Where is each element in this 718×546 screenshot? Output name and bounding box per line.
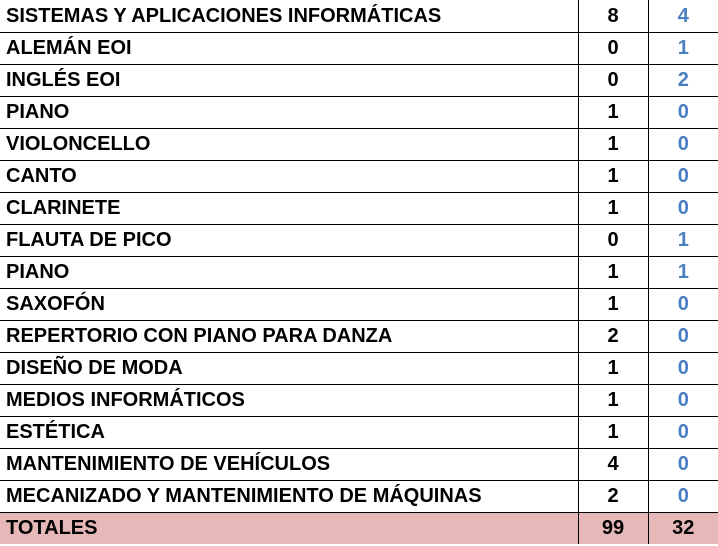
table-row	[0, 320, 718, 352]
row-value-b-cell: 0	[648, 448, 718, 480]
row-value-b-cell: 1	[648, 256, 718, 288]
row-value-a-cell: 1	[578, 160, 648, 192]
table-row	[0, 416, 718, 448]
table-row	[0, 32, 718, 64]
row-name-cell: DISEÑO DE MODA	[0, 352, 578, 384]
row-name-cell: MEDIOS INFORMÁTICOS	[0, 384, 578, 416]
row-value-a-cell: 1	[578, 352, 648, 384]
table-row	[0, 160, 718, 192]
row-name-cell: PIANO	[0, 96, 578, 128]
table-row	[0, 224, 718, 256]
row-value-a-cell: 1	[578, 192, 648, 224]
row-name-cell: REPERTORIO CON PIANO PARA DANZA	[0, 320, 578, 352]
row-value-a-cell: 1	[578, 416, 648, 448]
table-row	[0, 128, 718, 160]
row-value-a-cell: 0	[578, 64, 648, 96]
row-name-cell: FLAUTA DE PICO	[0, 224, 578, 256]
row-value-a-cell: 1	[578, 128, 648, 160]
row-value-b-cell: 0	[648, 480, 718, 512]
row-name-cell: ALEMÁN EOI	[0, 32, 578, 64]
row-value-b-cell: 4	[648, 0, 718, 32]
row-value-a-cell: 1	[578, 288, 648, 320]
row-name-cell: ESTÉTICA	[0, 416, 578, 448]
row-name-cell: MANTENIMIENTO DE VEHÍCULOS	[0, 448, 578, 480]
table-row	[0, 480, 718, 512]
row-value-a-cell: 1	[578, 256, 648, 288]
row-value-a-cell: 2	[578, 320, 648, 352]
row-value-a-cell: 1	[578, 96, 648, 128]
row-name-cell: CANTO	[0, 160, 578, 192]
table-row	[0, 64, 718, 96]
row-value-b-cell: 0	[648, 288, 718, 320]
table-row	[0, 0, 718, 32]
row-value-b-cell: 0	[648, 352, 718, 384]
row-value-b-cell: 1	[648, 32, 718, 64]
row-name-cell: MECANIZADO Y MANTENIMIENTO DE MÁQUINAS	[0, 480, 578, 512]
row-name-cell: CLARINETE	[0, 192, 578, 224]
row-value-b-cell: 0	[648, 320, 718, 352]
row-value-a-cell: 4	[578, 448, 648, 480]
row-value-b-cell: 0	[648, 192, 718, 224]
row-value-a-cell: 0	[578, 224, 648, 256]
row-value-a-cell: 1	[578, 384, 648, 416]
row-value-b-cell: 0	[648, 96, 718, 128]
totals-label: TOTALES	[0, 512, 578, 544]
row-value-b-cell: 0	[648, 128, 718, 160]
row-value-b-cell: 0	[648, 160, 718, 192]
row-value-b-cell: 1	[648, 224, 718, 256]
row-value-b-cell: 0	[648, 416, 718, 448]
table-row	[0, 256, 718, 288]
row-name-cell: INGLÉS EOI	[0, 64, 578, 96]
table-row	[0, 288, 718, 320]
table-row	[0, 192, 718, 224]
totals-value-a: 99	[578, 512, 648, 544]
row-value-a-cell: 8	[578, 0, 648, 32]
row-name-cell: SAXOFÓN	[0, 288, 578, 320]
row-value-a-cell: 0	[578, 32, 648, 64]
row-value-a-cell: 2	[578, 480, 648, 512]
table-row	[0, 96, 718, 128]
table-row	[0, 352, 718, 384]
table-row	[0, 384, 718, 416]
row-name-cell: VIOLONCELLO	[0, 128, 578, 160]
totals-row	[0, 512, 718, 544]
table-row	[0, 448, 718, 480]
totals-value-b: 32	[648, 512, 718, 544]
row-value-b-cell: 2	[648, 64, 718, 96]
row-value-b-cell: 0	[648, 384, 718, 416]
row-name-cell: PIANO	[0, 256, 578, 288]
row-name-cell: SISTEMAS Y APLICACIONES INFORMÁTICAS	[0, 0, 578, 32]
